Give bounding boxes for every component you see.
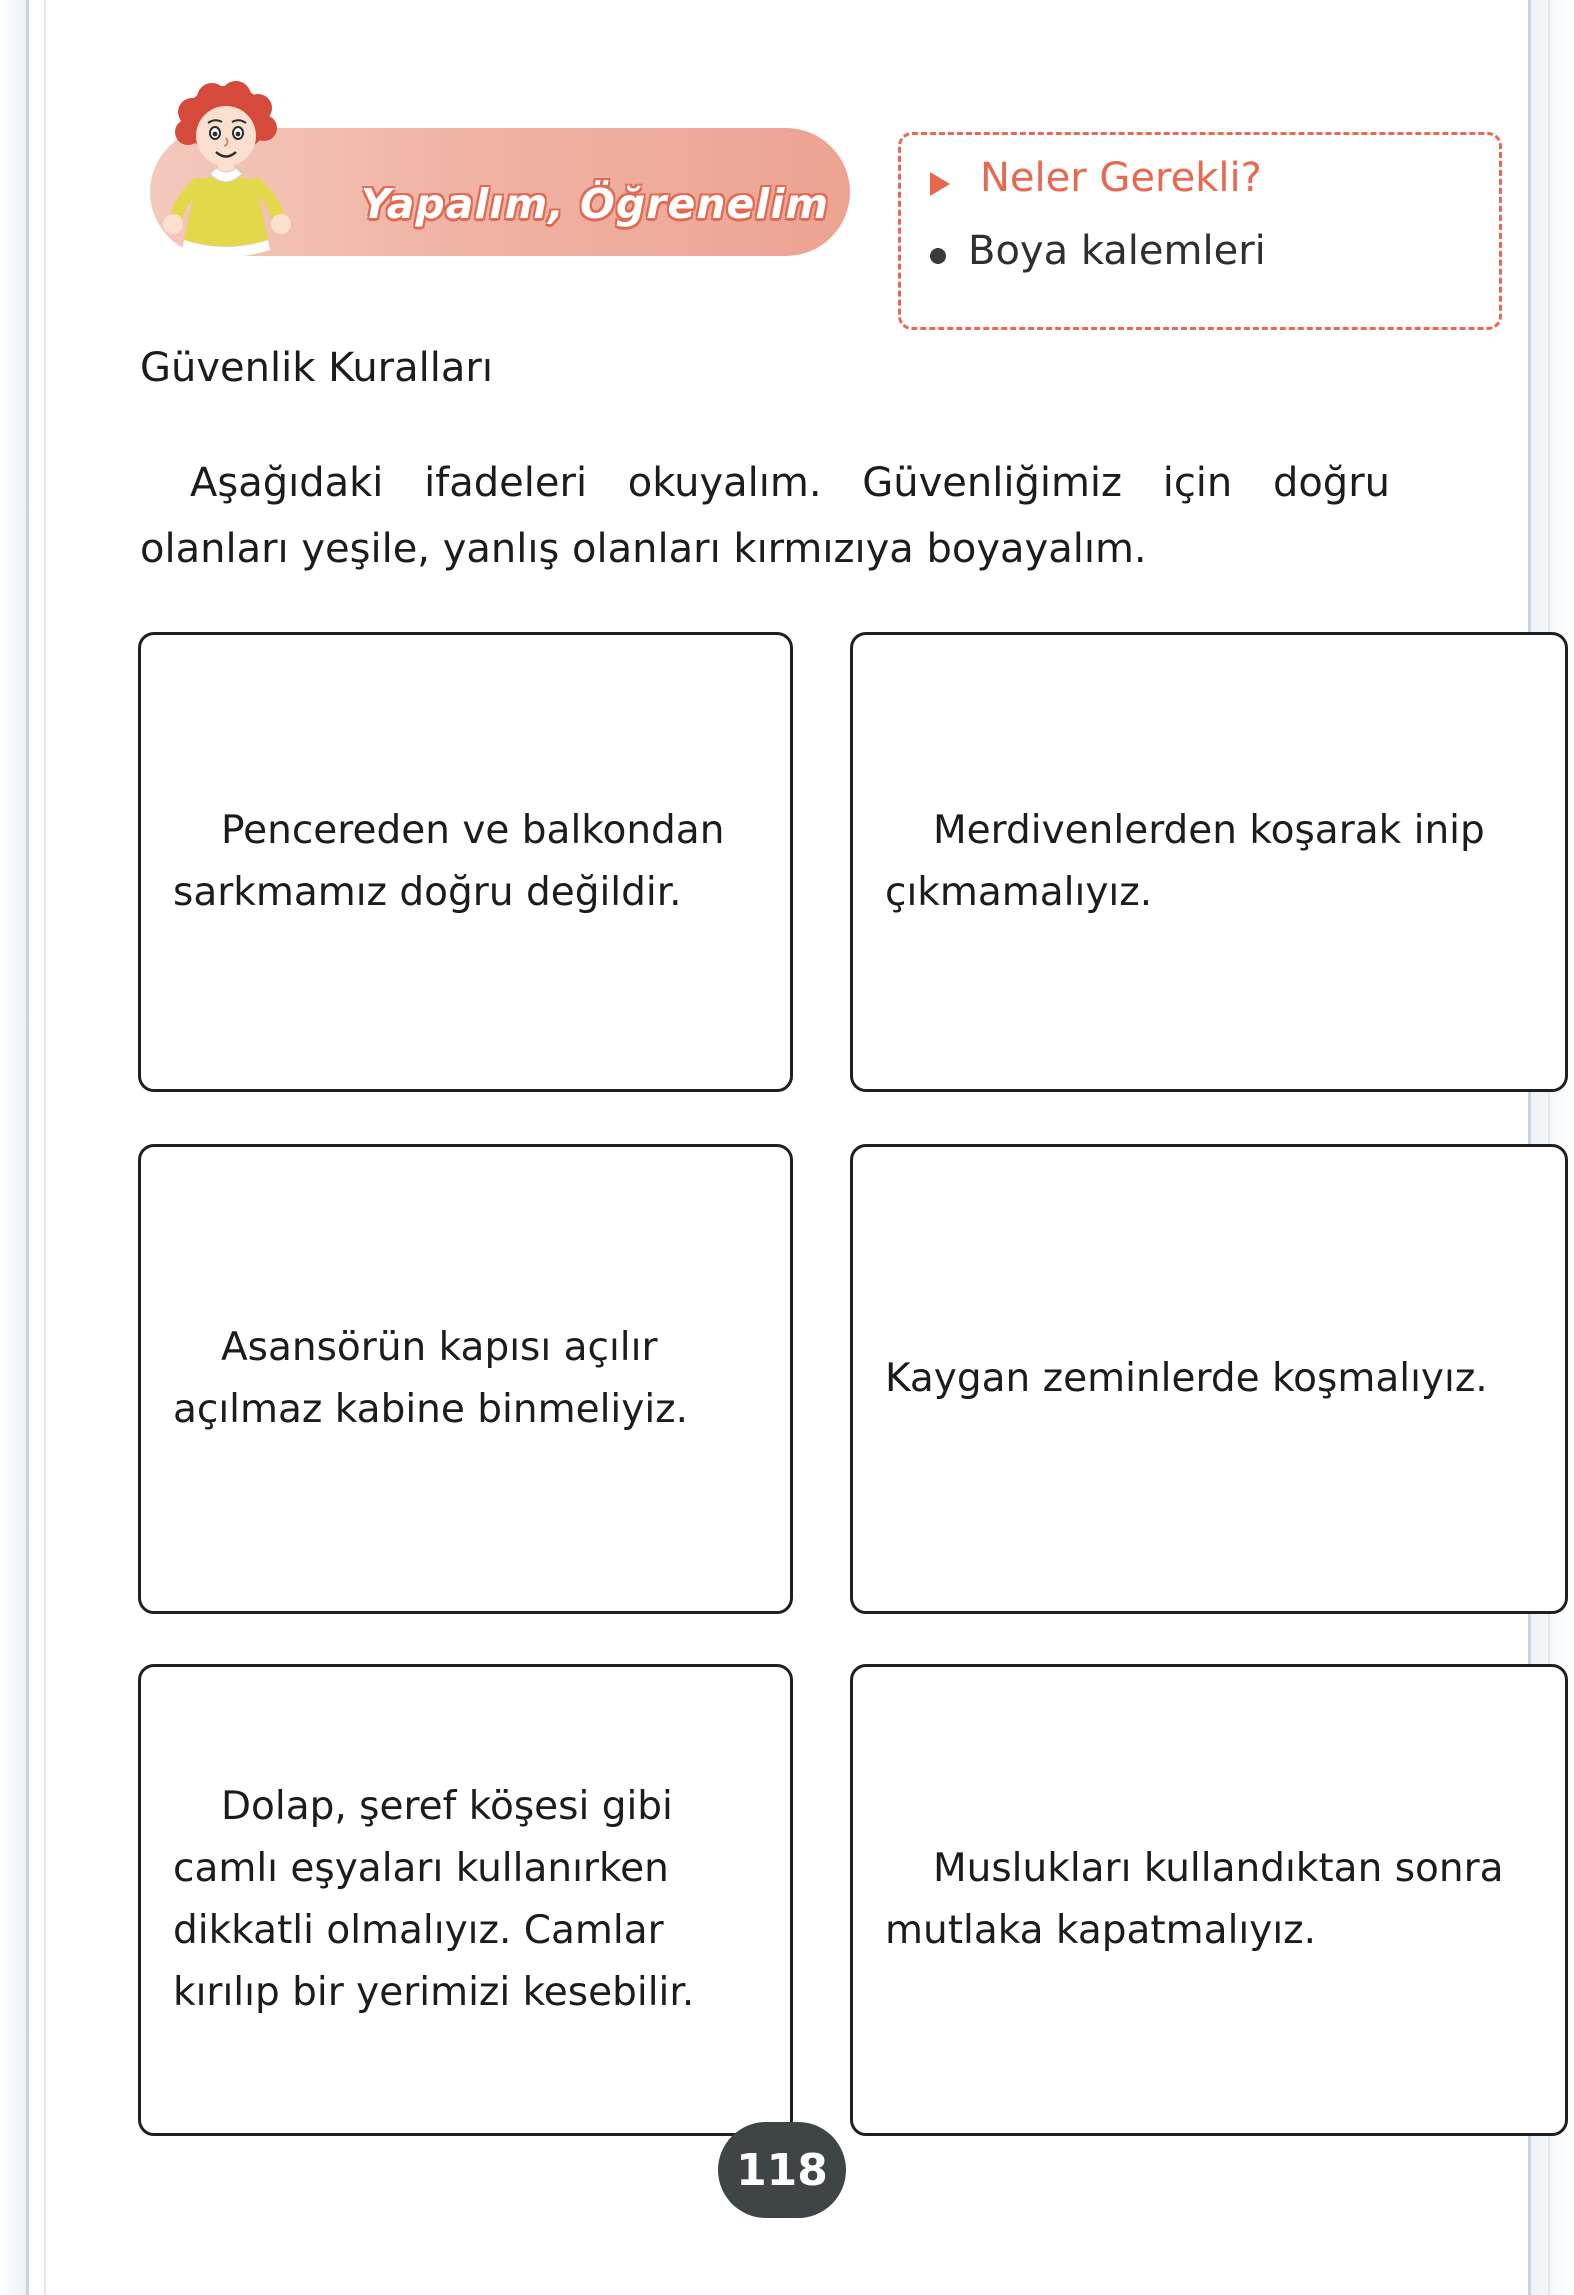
statement-card-text: Pencereden ve balkondan sarkmamız doğru değildir. [173,808,725,915]
page-number-badge: 118 [718,2122,846,2218]
dot-bullet-icon [930,248,946,264]
statement-card-text: Muslukları kullandıktan sonra mutlaka kapatmalıyız. [885,1846,1504,1953]
statement-card[interactable] [138,1664,793,2136]
statement-card-text: Asansörün kapısı açılır açılmaz kabine binmeliyiz. [173,1325,689,1432]
instruction-paragraph: Aşağıdaki ifadeleri okuyalım. Güvenliğimiz için doğru olanları yeşile, yanlış olanları kırmızıya boyayalım. [140,460,1390,572]
statement-card[interactable] [850,1144,1568,1614]
materials-needed-title: Neler Gerekli? [980,155,1262,201]
statement-card[interactable] [850,632,1568,1092]
statement-card-text: Dolap, şeref köşesi gibi camlı eşyaları kullanırken dikkatli olmalıyız. Camlar kırılıp bir yerimizi kesebilir. [173,1784,695,2015]
statement-card[interactable] [138,632,793,1092]
statement-card[interactable] [138,1144,793,1614]
activity-banner-title: Yapalım, Öğrenelim [360,180,830,228]
statement-card-text: Merdivenlerden koşarak inip çıkmamalıyız. [885,808,1485,915]
statement-card[interactable] [850,1664,1568,2136]
triangle-bullet-icon [930,172,950,196]
page-title: Güvenlik Kuralları [140,345,493,391]
statement-card-text: Kaygan zeminlerde koşmalıyız. [885,1356,1488,1401]
teacher-character-icon [140,78,330,268]
materials-needed-item: Boya kalemleri [968,228,1266,274]
